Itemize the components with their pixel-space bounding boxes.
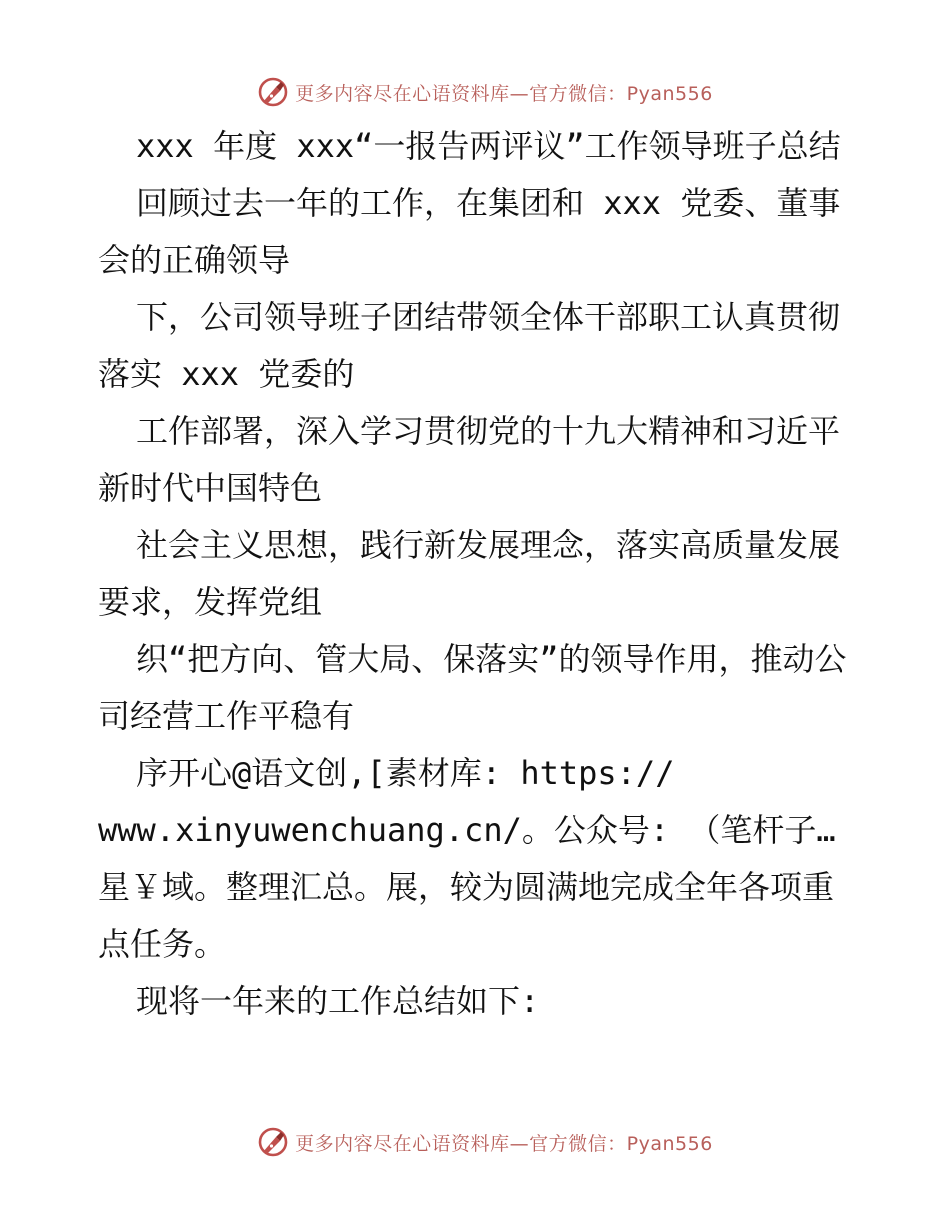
footer-banner bbox=[0, 1122, 950, 1162]
paragraph-4: 社会主义思想，践行新发展理念，落实高质量发展要求，发挥党组 bbox=[98, 526, 841, 621]
paragraph-2: 下，公司领导班子团结带领全体干部职工认真贯彻落实 xxx 党委的 bbox=[98, 298, 841, 393]
paragraph-6: 序开心@语文创,[素材库: https:// bbox=[136, 754, 675, 792]
paragraph-3: 工作部署，深入学习贯彻党的十九大精神和习近平新时代中国特色 bbox=[98, 412, 841, 507]
header-banner-content[interactable] bbox=[257, 76, 713, 108]
footer-banner-text: 更多内容尽在心语资料库—官方微信：Pyan556 bbox=[295, 1132, 713, 1155]
paragraph-8: 现将一年来的工作总结如下: bbox=[136, 982, 540, 1020]
paragraph-1: 回顾过去一年的工作，在集团和 xxx 党委、董事会的正确领导 bbox=[98, 184, 841, 279]
pen-nib-logo-icon bbox=[257, 76, 289, 108]
document-title: xxx 年度 xxx“一报告两评议”工作领导班子总结 bbox=[136, 127, 841, 165]
paragraph-7: www.xinyuwenchuang.cn/。公众号: （笔杆子…星￥域。整理汇总。展，较为圆满地完成全年各项重点任务。 bbox=[98, 811, 836, 963]
header-banner-text: 更多内容尽在心语资料库—官方微信：Pyan556 bbox=[295, 82, 713, 105]
header-banner bbox=[0, 72, 950, 112]
footer-banner-content[interactable] bbox=[257, 1126, 713, 1158]
document-body bbox=[98, 118, 858, 1030]
pen-nib-logo-icon bbox=[257, 1126, 289, 1158]
paragraph-5: 织“把方向、管大局、保落实”的领导作用，推动公司经营工作平稳有 bbox=[98, 640, 847, 735]
